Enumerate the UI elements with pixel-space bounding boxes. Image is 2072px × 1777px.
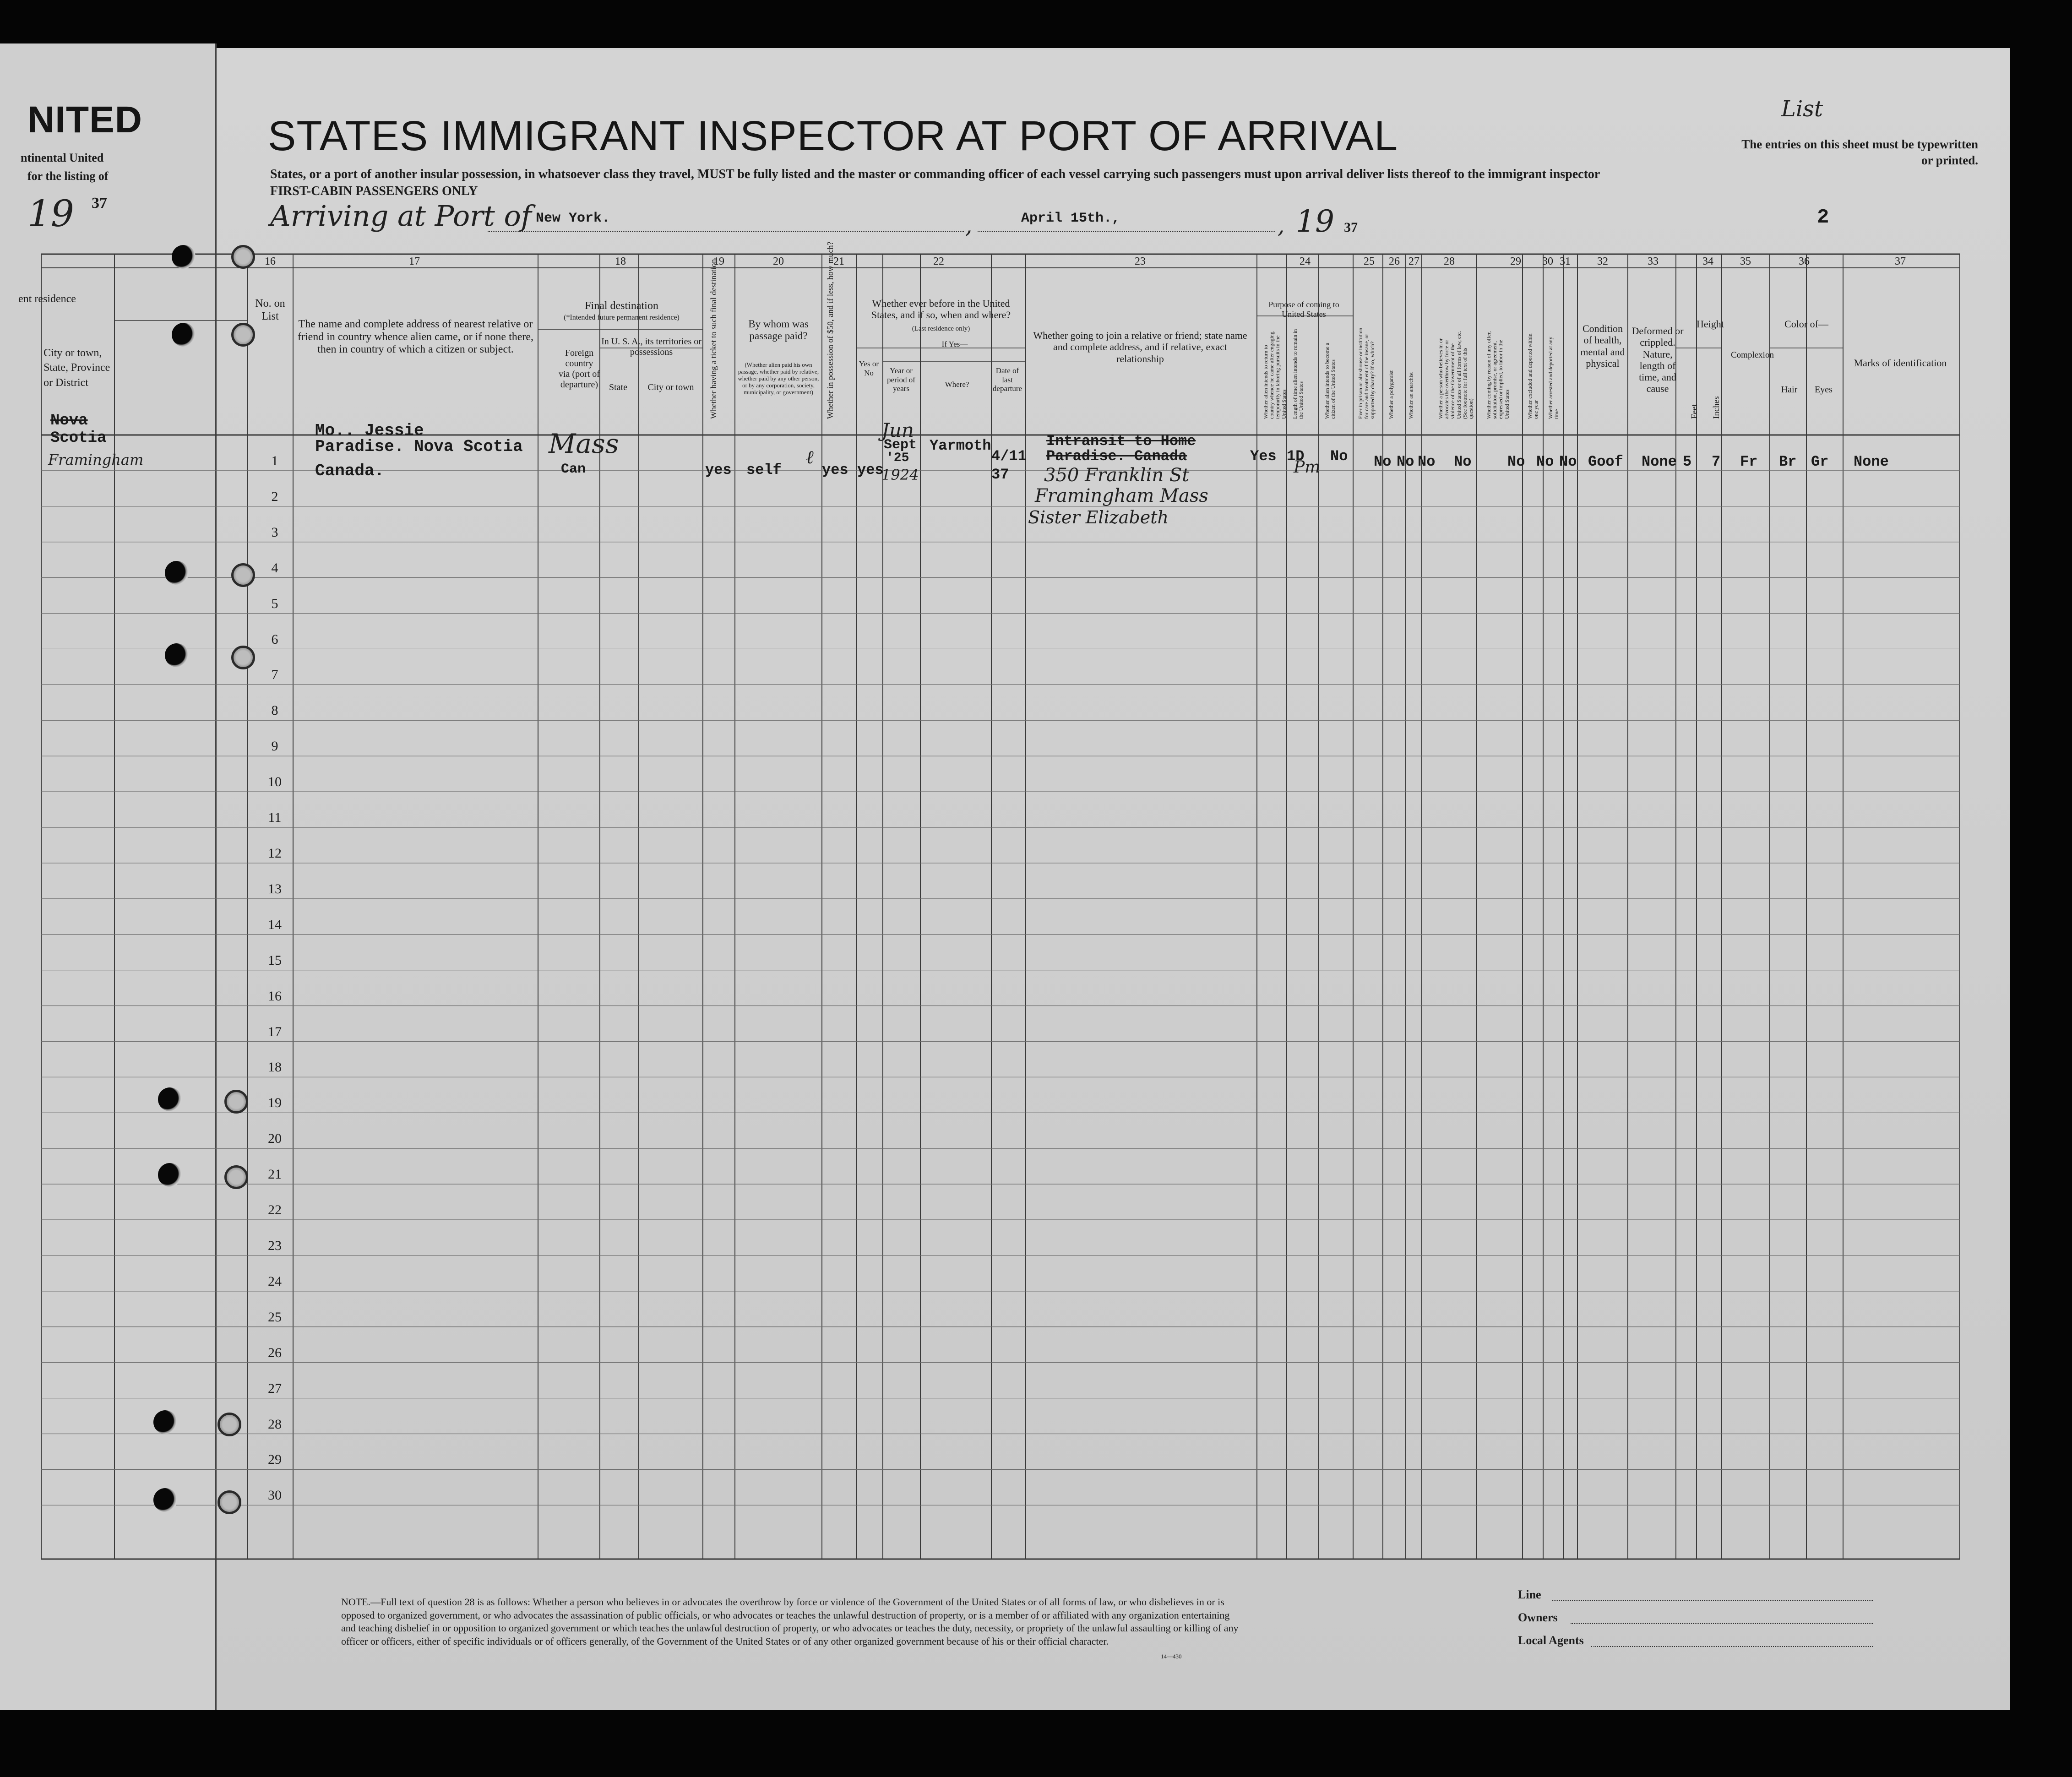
header-c26-label: Whether a polygamist <box>1388 370 1394 419</box>
relative-line2: Paradise. Nova Scotia <box>315 437 523 456</box>
header-c30-label: Whether excluded and deported within one year <box>1527 333 1539 419</box>
header-c36-eyes: Eyes <box>1815 385 1833 395</box>
year-hand: Jun <box>881 419 914 441</box>
join-hand1: 350 Franklin St <box>1044 465 1190 486</box>
header-c18-city: City or town <box>647 382 694 392</box>
punch-hole-icon <box>165 561 189 585</box>
anarchist-value: No <box>1418 453 1436 470</box>
header-c36: Color of— <box>1784 318 1828 330</box>
column-number-35: 35 <box>1740 255 1751 267</box>
row-number: 4 <box>271 560 278 576</box>
subtitle-first-cabin: FIRST-CABIN PASSENGERS ONLY <box>270 184 478 198</box>
paid-by-value: self <box>746 462 782 478</box>
row-number: 3 <box>271 524 278 540</box>
hair-value: Br <box>1779 453 1797 470</box>
row-number: 15 <box>268 952 282 968</box>
header-c21: Whether in possession of $50, and if less, how much? <box>826 241 835 419</box>
year-prefix: 19 <box>1296 204 1334 239</box>
polygamist-value: No <box>1397 453 1414 470</box>
column-number-25: 25 <box>1364 255 1375 267</box>
row-number: 12 <box>268 846 282 861</box>
list-note: The entries on this sheet must be typewritten or printed. <box>1741 137 1978 168</box>
header-c28-label: Whether a person who believes in or advocates the overthrow by force or violence of the Government of the United States or of all forms of law, etc. (See footnote for full text of this question) <box>1437 331 1474 419</box>
year-typed2: '25 <box>886 451 909 465</box>
row-number: 6 <box>271 631 278 647</box>
row-number: 9 <box>271 739 278 754</box>
header-c33: Deformed or crippled. Nature, length of time, and cause <box>1631 325 1684 395</box>
list-label: List <box>1781 96 1823 122</box>
labor-value: No <box>1507 453 1525 470</box>
row-number: 28 <box>268 1416 282 1432</box>
row-number: 18 <box>268 1060 282 1075</box>
before-yes-value: yes <box>857 462 884 478</box>
arriving-label: Arriving at Port of <box>270 199 532 233</box>
header-c22-datelast: Date of last departure <box>992 366 1022 393</box>
arrested-value: No <box>1559 453 1577 470</box>
left-fragment-title: NITED <box>27 99 142 141</box>
punch-hole-icon <box>218 1490 241 1514</box>
relative-line1: Mo.. Jessie <box>315 421 424 440</box>
comma2: , <box>1278 213 1285 239</box>
column-number-31: 31 <box>1560 255 1571 267</box>
left-row1-text2: Scotia <box>50 429 107 447</box>
row-number: 23 <box>268 1238 282 1254</box>
header-c31-label: Whether arrested and deported at any time <box>1547 337 1560 419</box>
row-number: 19 <box>268 1095 282 1111</box>
punch-hole-icon <box>224 1090 248 1114</box>
header-c18-usa: In U. S. A., its territories or possessions <box>601 337 702 357</box>
row-number: 11 <box>268 810 282 826</box>
where-value: Yarmoth <box>930 437 991 454</box>
header-c24: Purpose of coming to United States <box>1268 300 1339 319</box>
row-number: 13 <box>268 881 282 897</box>
punch-hole-icon <box>153 1410 177 1434</box>
footnote: NOTE.—Full text of question 28 is as follows: Whether a person who believes in or advocates the overthrow by force or violence of the Government of the United States or of all forms of law, or who disbelieves in or is opposed to organized government, or who advocates the assassination of public officials, or who advocates or teaches the unlawful destruction of property, or is a member of or affiliated with any organization entertaining and teaching disbelief in or opposition to organized government or which teaches the unlawful destruction of property, or who advocates or teaches the duty, necessity, or propriety of the unlawful assaulting or killing of any officer or officers, either of specific individuals or of officers generally, of the Government of the United States or of any other organized government because of his or their official character. <box>341 1596 1239 1647</box>
header-c29-label: Whether coming by reason of any offer, solicitation, promise, or agreement, expressed or implied, to labor in the United States <box>1485 331 1510 419</box>
column-number-19: 19 <box>713 255 724 267</box>
left-residence-label: ent residence <box>18 293 76 305</box>
page-number: 2 <box>1817 206 1829 229</box>
relative-line3: Canada. <box>315 462 385 480</box>
column-number-21: 21 <box>833 255 844 267</box>
comma: , <box>965 213 973 239</box>
row-number: 20 <box>268 1131 282 1147</box>
foreign-hand: Mass <box>549 428 619 459</box>
column-number-26: 26 <box>1389 255 1400 267</box>
column-number-29: 29 <box>1510 255 1521 267</box>
header-c18-foreign: Foreign country via (port of departure) <box>559 348 600 390</box>
row-number: 25 <box>268 1309 282 1325</box>
left-fragment-year-suffix: 37 <box>92 195 107 212</box>
row-number: 29 <box>268 1452 282 1467</box>
row-number: 27 <box>268 1380 282 1396</box>
punch-hole-icon <box>158 1163 182 1187</box>
header-c23: Whether going to join a relative or friend; state name and complete address, and if relative, exact relationship <box>1033 330 1247 364</box>
row-number: 17 <box>268 1024 282 1039</box>
footer-line-label: Line <box>1518 1588 1541 1601</box>
header-c18-sub: (*Intended future permanent residence) <box>564 314 680 321</box>
footer-owners-label: Owners <box>1518 1611 1558 1624</box>
excluded-value: No <box>1536 453 1554 470</box>
health-value: Goof <box>1588 453 1623 470</box>
date-last-2: 37 <box>991 466 1009 483</box>
year-typed: Sept <box>884 437 917 453</box>
punch-hole-icon <box>218 1413 241 1436</box>
date-last-1: 4/11 <box>991 448 1027 465</box>
footer-line-field <box>1552 1600 1873 1601</box>
punch-hole-icon <box>224 1165 248 1189</box>
inches-value: 7 <box>1712 453 1721 470</box>
row-number: 2 <box>271 489 278 504</box>
column-number-16: 16 <box>265 255 276 267</box>
year-suffix: 37 <box>1344 220 1358 235</box>
column-number-34: 34 <box>1702 255 1713 267</box>
column-number-28: 28 <box>1444 255 1455 267</box>
header-c18-state: State <box>609 382 627 392</box>
header-c20-sub: (Whether alien paid his own passage, whether paid by relative, whether paid by any other person, or by any corporation, society, municipality, or government) <box>738 361 819 396</box>
left-city-label: City or town, State, Province or District <box>44 347 110 389</box>
complexion-value: Fr <box>1740 453 1758 470</box>
prison-value: No <box>1374 453 1392 470</box>
join-hand2: Framingham Mass <box>1035 485 1208 506</box>
eyes-value: Gr <box>1811 453 1829 470</box>
footer-agents-label: Local Agents <box>1518 1634 1584 1647</box>
left-fragment-year: 19 <box>27 192 74 235</box>
left-fragment-line1: ntinental United <box>21 151 104 164</box>
row-number: 26 <box>268 1345 282 1360</box>
paid-mark: ℓ <box>806 447 814 468</box>
header-c17: The name and complete address of nearest relative or friend in country whence alien came, or if none there, then in country of which a citizen or subject. <box>297 318 534 356</box>
punch-hole-icon <box>231 563 255 587</box>
footer-agents-field <box>1591 1646 1873 1647</box>
row-number: 5 <box>271 596 278 611</box>
column-number-27: 27 <box>1409 255 1419 267</box>
date-line <box>978 231 1275 232</box>
feet-value: 5 <box>1683 453 1692 470</box>
overthrow-value: No <box>1454 453 1472 470</box>
length-hand: Pm <box>1294 458 1321 477</box>
marks-value: None <box>1854 453 1889 470</box>
header-c22-sub: (Last residence only) <box>912 325 970 332</box>
header-c36-hair: Hair <box>1781 385 1798 395</box>
header-c22-year: Year or period of years <box>887 366 915 393</box>
left-row1-text1: Nova <box>50 412 88 429</box>
port-line <box>488 231 964 232</box>
header-c34-feet: Feet <box>1690 404 1699 419</box>
header-c22: Whether ever before in the United States, and if so, when and where? <box>871 298 1011 321</box>
column-number-18: 18 <box>615 255 626 267</box>
header-c27-label: Whether an anarchist <box>1408 372 1414 419</box>
join-hand3: Sister Elizabeth <box>1028 507 1169 527</box>
arrival-date: April 15th., <box>1021 211 1120 226</box>
page-title: STATES IMMIGRANT INSPECTOR AT PORT OF ARRIVAL <box>268 113 1398 159</box>
row-number: 30 <box>268 1488 282 1503</box>
header-c24-sub1: Whether alien intends to return to country whence he came after engaging temporarily in laboring pursuits in the United States <box>1262 331 1287 419</box>
column-number-36: 36 <box>1799 255 1810 267</box>
punch-hole-icon <box>172 323 196 347</box>
row-number: 22 <box>268 1202 282 1218</box>
header-c25-label: Ever in prison or almshouse or institution for care and treatment of the insane, or supported by charity? If so, which? <box>1357 327 1376 419</box>
row-number: 1 <box>271 453 278 468</box>
column-number-30: 30 <box>1542 255 1553 267</box>
column-number-24: 24 <box>1300 255 1311 267</box>
form-code: 14—430 <box>1161 1653 1182 1660</box>
punch-hole-icon <box>231 646 255 669</box>
join-struck: Intransit to Home <box>1046 433 1196 450</box>
column-number-23: 23 <box>1135 255 1146 267</box>
port-name: New York. <box>536 211 610 226</box>
left-row1-hand: Framingham <box>48 451 144 468</box>
purpose-yes: Yes <box>1250 448 1277 465</box>
foreign-typed: Can <box>561 462 586 477</box>
ticket-value: yes <box>705 462 732 478</box>
punch-hole-icon <box>231 245 255 269</box>
column-number-22: 22 <box>933 255 944 267</box>
citizen-value: No <box>1330 448 1348 465</box>
left-fragment-line2: for the listing of <box>27 169 109 183</box>
column-number-20: 20 <box>773 255 784 267</box>
column-number-37: 37 <box>1895 255 1906 267</box>
punch-hole-icon <box>231 323 255 347</box>
header-c24-sub3: Whether alien intends to become a citizen of the United States <box>1324 342 1337 419</box>
header-c22-ifyes: If Yes— <box>941 340 968 348</box>
punch-hole-icon <box>158 1087 182 1111</box>
row-number: 16 <box>268 988 282 1004</box>
year-hand2: 1924 <box>881 466 919 484</box>
header-c20: By whom was passage paid? <box>748 318 809 342</box>
column-number-33: 33 <box>1648 255 1659 267</box>
header-c34-inches: Inches <box>1712 396 1721 419</box>
row-number: 10 <box>268 774 282 790</box>
footer-owners-field <box>1571 1623 1873 1624</box>
header-c18: Final destination <box>585 300 658 312</box>
header-c19: Whether having a ticket to such final destination <box>709 259 718 419</box>
row-number: 21 <box>268 1167 282 1182</box>
subtitle: States, or a port of another insular possession, in whatsoever class they travel, MUST be fully listed and the master or commanding officer of each vessel carrying such passengers must upon arrival deliver lists thereof to the immigrant inspector <box>270 167 1600 181</box>
row-number: 14 <box>268 917 282 932</box>
money-value: yes <box>822 462 848 478</box>
row-number: 24 <box>268 1273 282 1289</box>
row-number: 8 <box>271 703 278 718</box>
header-c37: Marks of identification <box>1854 357 1947 369</box>
column-number-32: 32 <box>1597 255 1608 267</box>
row-number: 7 <box>271 667 278 683</box>
deformed-value: None <box>1642 453 1677 470</box>
header-c32: Condition of health, mental and physical <box>1580 323 1625 369</box>
header-c24-sub2: Length of time alien intends to remain in the United States <box>1292 329 1305 419</box>
punch-hole-icon <box>172 245 196 269</box>
header-c22-yesno: Yes or No <box>859 359 879 377</box>
length-value: 1D <box>1287 448 1305 465</box>
header-c35: Complexion <box>1731 350 1774 360</box>
punch-hole-icon <box>165 643 189 667</box>
column-number-17: 17 <box>409 255 420 267</box>
header-c22-where: Where? <box>945 380 969 389</box>
header-c16: No. on List <box>255 298 285 322</box>
join-line2: Paradise. Canada <box>1046 448 1187 465</box>
header-c34: Height <box>1697 318 1724 330</box>
punch-hole-icon <box>153 1488 177 1512</box>
